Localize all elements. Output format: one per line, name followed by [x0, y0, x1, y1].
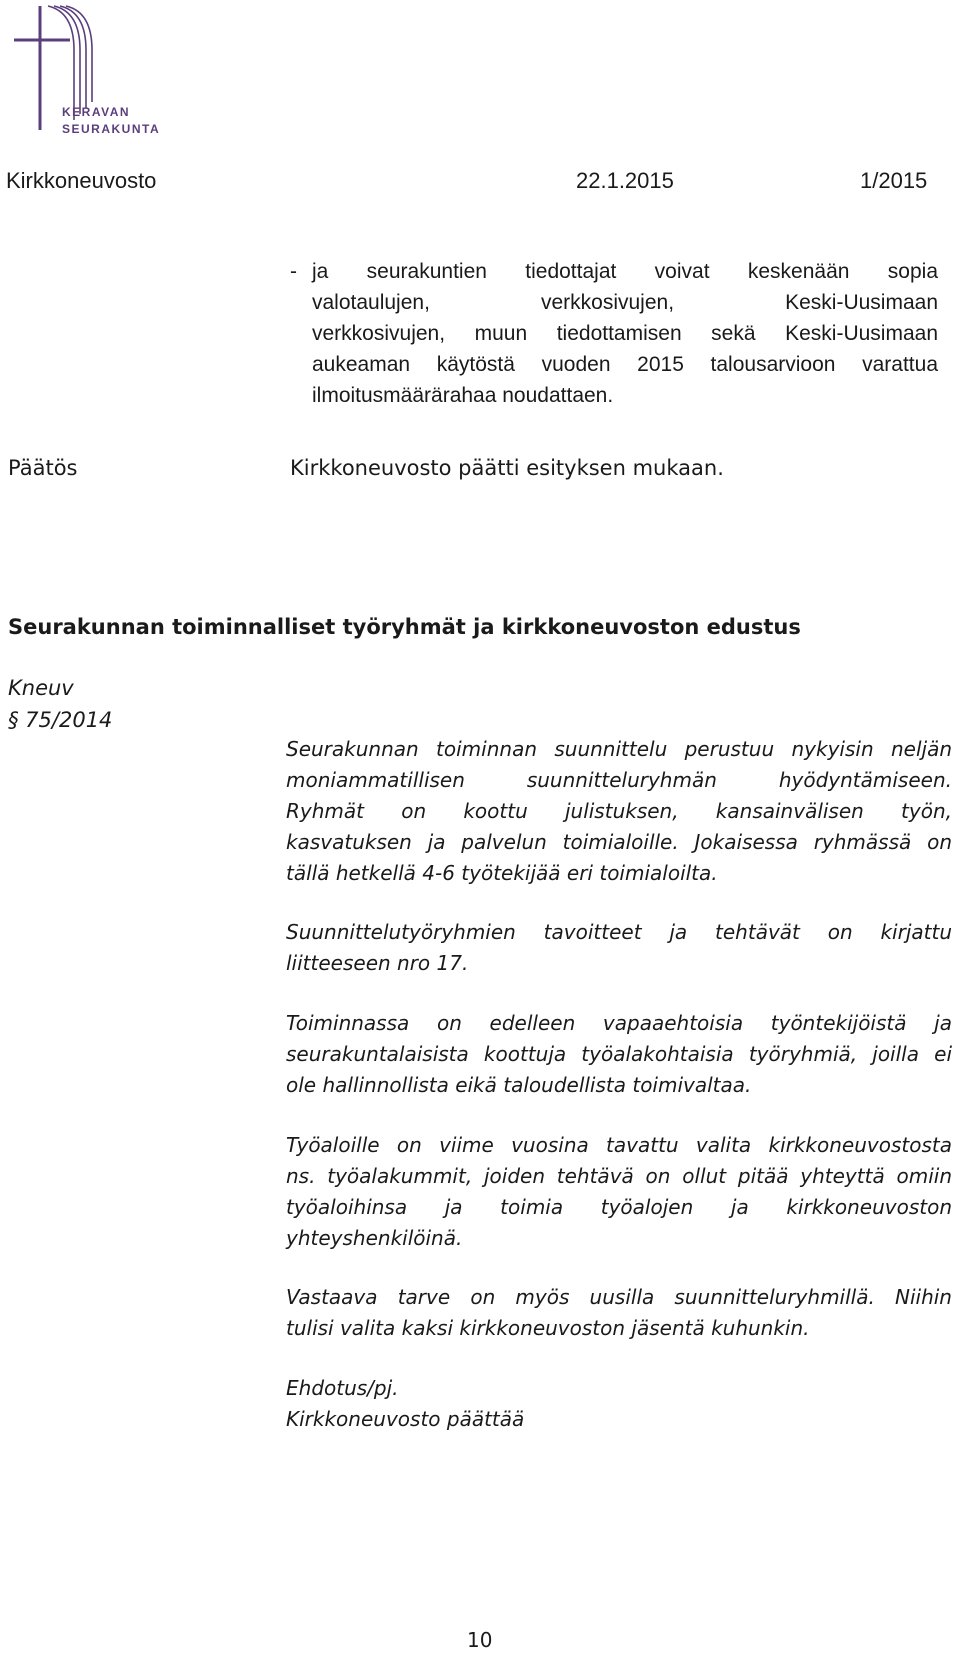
- reference-body: Kneuv: [8, 676, 74, 700]
- list-dash: -: [290, 260, 297, 283]
- decision-label: Päätös: [8, 456, 78, 480]
- text-line: ilmoitusmäärärahaa noudattaen.: [312, 384, 614, 407]
- list-item-text: [312, 256, 938, 411]
- text-line: Suunnittelutyöryhmien tavoitteet ja tehtävät on kirjattu: [286, 920, 952, 944]
- paragraph-4: [286, 1130, 952, 1254]
- text-line: työaloihinsa ja toimia työalojen ja kirkkoneuvoston: [286, 1195, 952, 1219]
- header-body: Kirkkoneuvosto: [6, 168, 157, 193]
- decision-text: Kirkkoneuvosto päätti esityksen mukaan.: [290, 456, 724, 480]
- text-line: Kirkkoneuvosto päättää: [286, 1407, 525, 1431]
- text-line: ja seurakuntien tiedottajat voivat keskenään sopia: [312, 260, 938, 283]
- text-line: Ryhmät on koottu julistuksen, kansainvälisen työn,: [286, 799, 952, 823]
- text-line: moniammatillisen suunnitteluryhmän hyödyntämiseen.: [286, 768, 952, 792]
- paragraph-5: [286, 1282, 952, 1344]
- text-line: liitteeseen nro 17.: [286, 951, 469, 975]
- logo: [8, 2, 188, 150]
- text-line: Työaloille on viime vuosina tavattu valita kirkkoneuvostosta: [286, 1133, 952, 1157]
- text-line: seurakuntalaisista koottuja työalakohtaisia työryhmiä, joilla ei: [286, 1042, 952, 1066]
- text-line: Ehdotus/pj.: [286, 1376, 399, 1400]
- text-line: kasvatuksen ja palvelun toimialoille. Jokaisessa ryhmässä on: [286, 830, 952, 854]
- text-line: Vastaava tarve on myös uusilla suunnitteluryhmillä. Niihin: [286, 1285, 952, 1309]
- text-line: yhteyshenkilöinä.: [286, 1226, 463, 1250]
- paragraph-3: [286, 1008, 952, 1101]
- text-line: tällä hetkellä 4-6 työtekijää eri toimialoilta.: [286, 861, 718, 885]
- paragraph-1: [286, 734, 952, 889]
- text-line: ns. työalakummit, joiden tehtävä on ollut pitää yhteyttä omiin: [286, 1164, 952, 1188]
- text-line: verkkosivujen, muun tiedottamisen sekä Keski-Uusimaan: [312, 322, 938, 345]
- section-title: Seurakunnan toiminnalliset työryhmät ja kirkkoneuvoston edustus: [8, 615, 801, 639]
- page-number: 10: [467, 1628, 493, 1652]
- text-line: ole hallinnollista eikä taloudellista toimivaltaa.: [286, 1073, 752, 1097]
- paragraph-2: [286, 917, 952, 979]
- proposal-label: [286, 1373, 952, 1435]
- text-line: aukeaman käytöstä vuoden 2015 talousarvioon varattua: [312, 353, 938, 376]
- reference-paragraph: § 75/2014: [8, 708, 113, 732]
- text-line: Toiminnassa on edelleen vapaaehtoisia työntekijöistä ja: [286, 1011, 952, 1035]
- text-line: tulisi valita kaksi kirkkoneuvoston jäsentä kuhunkin.: [286, 1316, 810, 1340]
- text-line: Seurakunnan toiminnan suunnittelu perustuu nykyisin neljän: [286, 737, 952, 761]
- header-number: 1/2015: [860, 168, 928, 193]
- previous-item: [290, 256, 950, 411]
- header-date: 22.1.2015: [576, 168, 674, 193]
- logo-line-2: SEURAKUNTA: [62, 122, 161, 136]
- church-cross-logo-icon: [8, 2, 188, 150]
- text-line: valotaulujen, verkkosivujen, Keski-Uusimaan: [312, 291, 938, 314]
- logo-line-1: KERAVAN: [62, 105, 131, 119]
